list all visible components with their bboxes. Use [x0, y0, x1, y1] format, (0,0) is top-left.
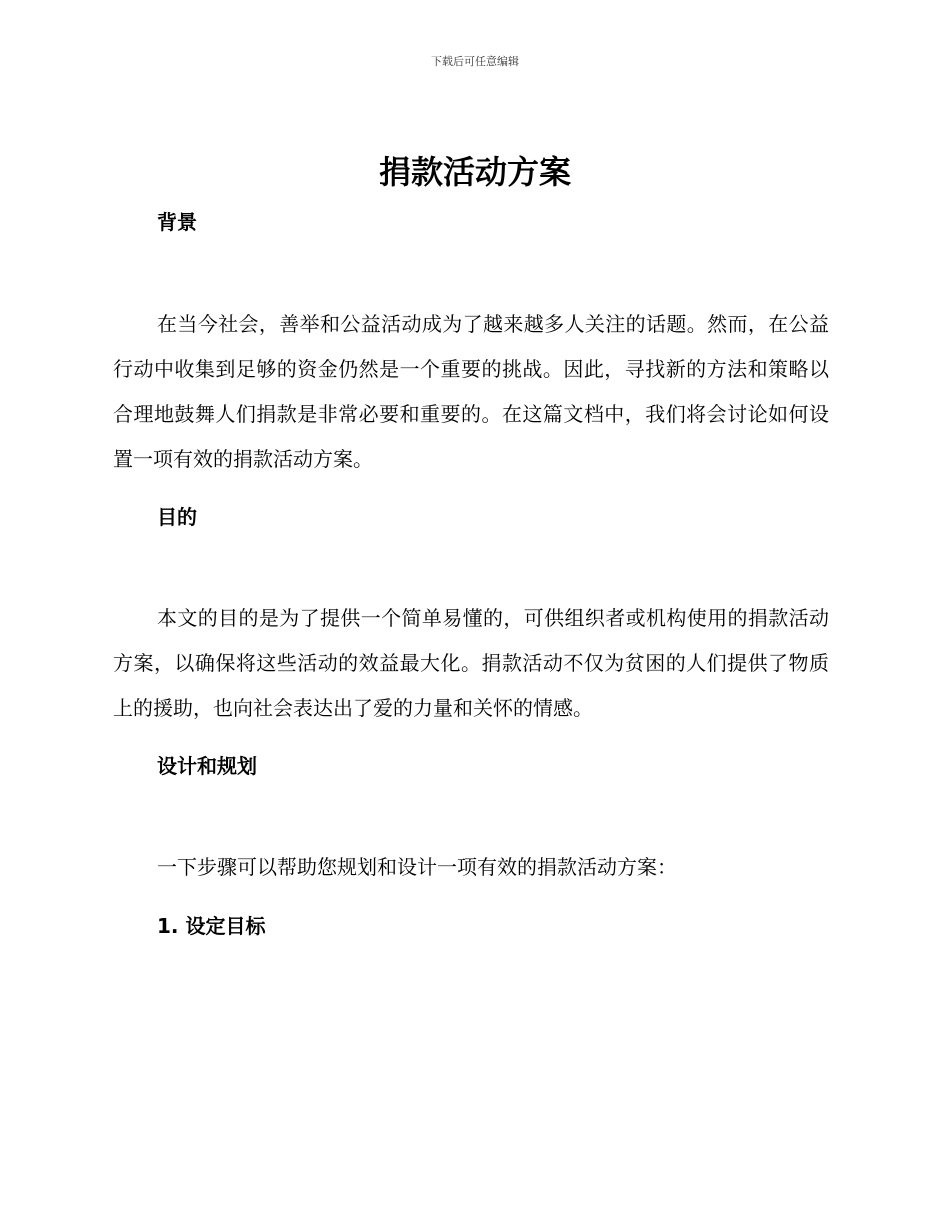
section-heading-design: 设计和规划	[157, 754, 257, 778]
paragraph-design: 一下步骤可以帮助您规划和设计一项有效的捐款活动方案：	[157, 855, 677, 879]
document-title: 捐款活动方案	[378, 153, 571, 191]
section-heading-background: 背景	[157, 210, 197, 234]
section-heading-purpose: 目的	[157, 505, 197, 529]
page-header: 下载后可任意编辑	[431, 55, 519, 68]
paragraph-background: 在当今社会，善举和公益活动成为了越来越多人关注的话题。然而，在公益行动中收集到足够的资金仍然是一个重要的挑战。因此，寻找新的方法和策略以合理地鼓舞人们捐款是非常必要和重要的。在这篇文档中，我们将会讨论如何设置一项有效的捐款活动方案。	[113, 312, 829, 471]
section-heading-step-1: 1. 设定目标	[157, 914, 266, 938]
paragraph-purpose: 本文的目的是为了提供一个简单易懂的，可供组织者或机构使用的捐款活动方案，以确保将这些活动的效益最大化。捐款活动不仅为贫困的人们提供了物质上的援助，也向社会表达出了爱的力量和关怀的情感。	[113, 606, 829, 720]
